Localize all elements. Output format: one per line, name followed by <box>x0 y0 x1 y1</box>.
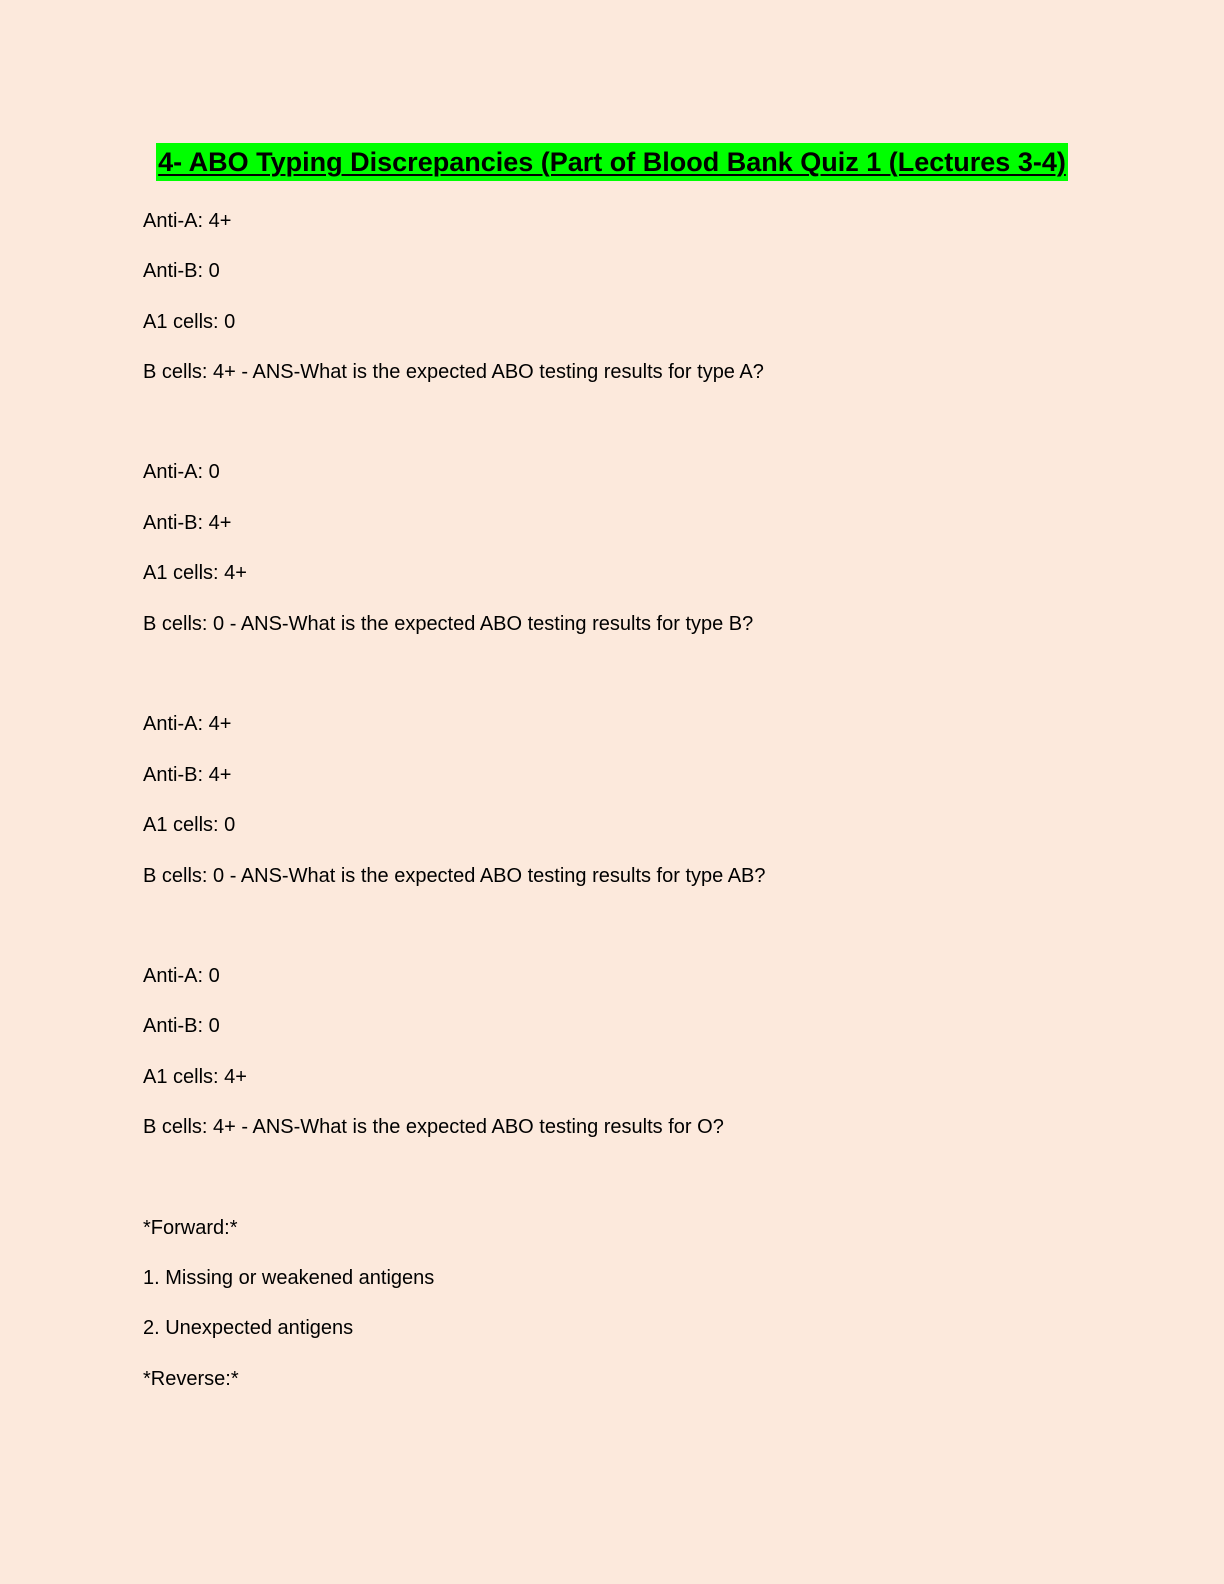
text-line: Anti-A: 4+ <box>143 210 232 232</box>
title-container <box>0 143 1224 181</box>
text-line: A1 cells: 4+ <box>143 1066 247 1088</box>
section-heading-reverse: *Reverse:* <box>143 1368 239 1390</box>
text-line: Anti-B: 0 <box>143 1015 220 1037</box>
section-heading-forward: *Forward:* <box>143 1217 238 1239</box>
question-line: B cells: 4+ - ANS-What is the expected ABO testing results for type A? <box>143 361 764 383</box>
list-item: 1. Missing or weakened antigens <box>143 1267 435 1289</box>
text-line: Anti-B: 4+ <box>143 512 232 534</box>
text-line: A1 cells: 0 <box>143 814 236 836</box>
question-line: B cells: 0 - ANS-What is the expected ABO testing results for type AB? <box>143 865 766 887</box>
text-line: A1 cells: 4+ <box>143 562 247 584</box>
question-line: B cells: 0 - ANS-What is the expected ABO testing results for type B? <box>143 613 754 635</box>
text-line: Anti-A: 4+ <box>143 713 232 735</box>
text-line: Anti-B: 0 <box>143 260 220 282</box>
document-title: 4- ABO Typing Discrepancies (Part of Blood Bank Quiz 1 (Lectures 3-4) <box>156 143 1068 181</box>
text-line: Anti-B: 4+ <box>143 764 232 786</box>
text-line: A1 cells: 0 <box>143 311 236 333</box>
question-line: B cells: 4+ - ANS-What is the expected ABO testing results for O? <box>143 1116 724 1138</box>
list-item: 2. Unexpected antigens <box>143 1317 354 1339</box>
text-line: Anti-A: 0 <box>143 461 220 483</box>
text-line: Anti-A: 0 <box>143 965 220 987</box>
